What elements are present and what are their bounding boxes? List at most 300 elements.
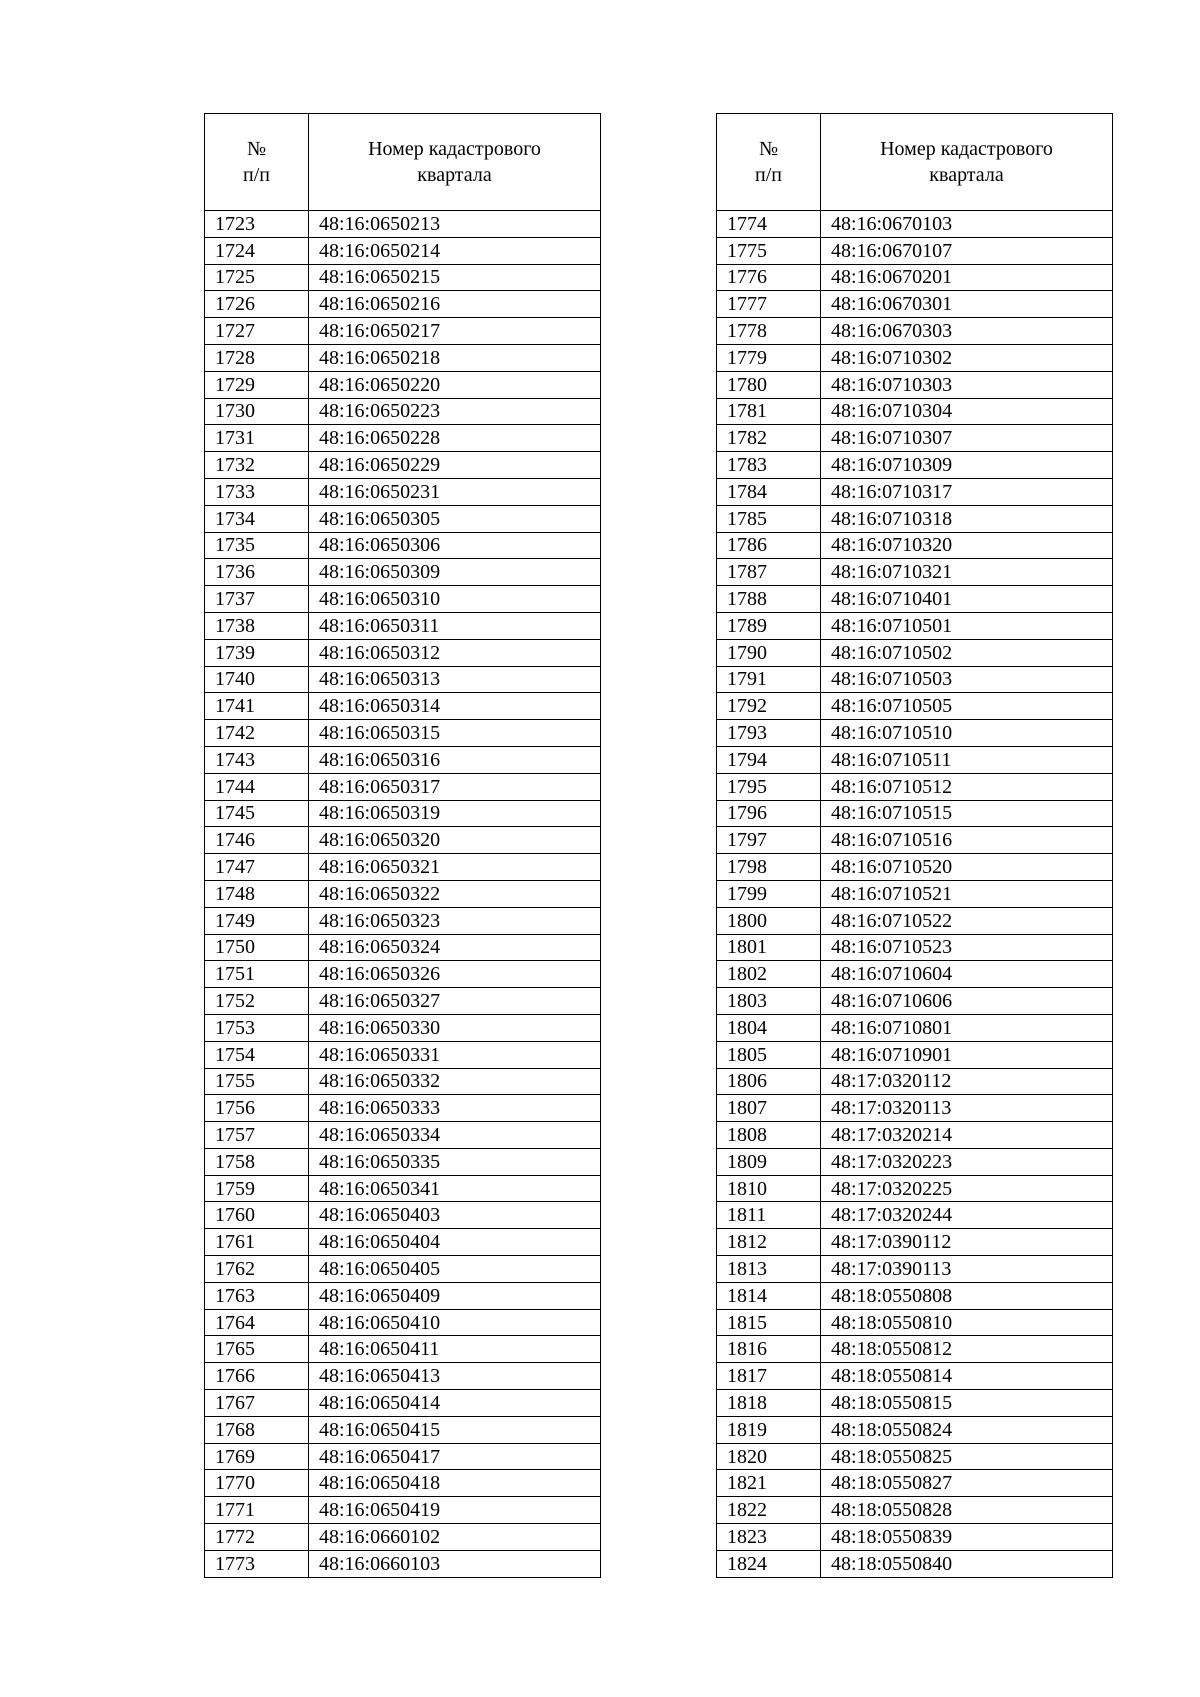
row-number: 1728 <box>205 344 309 371</box>
cadastral-number: 48:17:0320113 <box>821 1095 1113 1122</box>
row-number: 1789 <box>717 612 821 639</box>
row-number: 1819 <box>717 1416 821 1443</box>
cadastral-number: 48:18:0550824 <box>821 1416 1113 1443</box>
row-number: 1811 <box>717 1202 821 1229</box>
table-row <box>717 961 1113 988</box>
cadastral-number: 48:18:0550827 <box>821 1470 1113 1497</box>
cadastral-number: 48:16:0650316 <box>309 746 601 773</box>
table-row <box>205 398 601 425</box>
row-number: 1740 <box>205 666 309 693</box>
cadastral-number: 48:16:0710501 <box>821 612 1113 639</box>
cadastral-number: 48:16:0650324 <box>309 934 601 961</box>
cadastral-number: 48:18:0550814 <box>821 1363 1113 1390</box>
cadastral-number: 48:16:0650320 <box>309 827 601 854</box>
table-row <box>717 1202 1113 1229</box>
row-number: 1729 <box>205 371 309 398</box>
table-row <box>717 532 1113 559</box>
cadastral-number: 48:16:0710516 <box>821 827 1113 854</box>
header-number-line1: № <box>758 138 779 160</box>
cadastral-number: 48:16:0650220 <box>309 371 601 398</box>
table-row <box>205 1336 601 1363</box>
table-header-row <box>717 114 1113 211</box>
cadastral-number: 48:16:0650414 <box>309 1390 601 1417</box>
row-number: 1771 <box>205 1497 309 1524</box>
table-row <box>205 478 601 505</box>
header-number <box>205 114 309 211</box>
row-number: 1765 <box>205 1336 309 1363</box>
row-number: 1741 <box>205 693 309 720</box>
row-number: 1752 <box>205 988 309 1015</box>
table-row <box>717 559 1113 586</box>
cadastral-number: 48:16:0650330 <box>309 1014 601 1041</box>
cadastral-number: 48:16:0650334 <box>309 1122 601 1149</box>
cadastral-number: 48:16:0650327 <box>309 988 601 1015</box>
row-number: 1753 <box>205 1014 309 1041</box>
table-row <box>205 800 601 827</box>
row-number: 1814 <box>717 1282 821 1309</box>
table-row <box>205 505 601 532</box>
table-row <box>205 452 601 479</box>
table-row <box>205 291 601 318</box>
table-row <box>205 907 601 934</box>
row-number: 1754 <box>205 1041 309 1068</box>
cadastral-number: 48:16:0710515 <box>821 800 1113 827</box>
cadastral-number: 48:16:0650311 <box>309 612 601 639</box>
row-number: 1731 <box>205 425 309 452</box>
header-number-line2: п/п <box>755 164 782 186</box>
table-row <box>205 773 601 800</box>
table-row <box>205 827 601 854</box>
row-number: 1809 <box>717 1148 821 1175</box>
table-row <box>717 1282 1113 1309</box>
table-row <box>205 586 601 613</box>
header-cadastral-line1: Номер кадастрового <box>880 138 1053 160</box>
cadastral-number: 48:16:0710401 <box>821 586 1113 613</box>
row-number: 1761 <box>205 1229 309 1256</box>
table-row <box>205 1550 601 1577</box>
row-number: 1762 <box>205 1256 309 1283</box>
cadastral-number: 48:16:0650214 <box>309 237 601 264</box>
table-body-right <box>717 211 1113 1578</box>
cadastral-number: 48:16:0710511 <box>821 746 1113 773</box>
table-row <box>717 478 1113 505</box>
row-number: 1802 <box>717 961 821 988</box>
cadastral-number: 48:16:0710510 <box>821 720 1113 747</box>
row-number: 1763 <box>205 1282 309 1309</box>
cadastral-number: 48:17:0320223 <box>821 1148 1113 1175</box>
cadastral-number: 48:18:0550810 <box>821 1309 1113 1336</box>
row-number: 1804 <box>717 1014 821 1041</box>
table-row <box>717 1068 1113 1095</box>
table-row <box>205 666 601 693</box>
cadastral-number: 48:16:0650229 <box>309 452 601 479</box>
row-number: 1822 <box>717 1497 821 1524</box>
table-row <box>717 639 1113 666</box>
table-row <box>205 211 601 238</box>
row-number: 1747 <box>205 854 309 881</box>
cadastral-number: 48:16:0650322 <box>309 880 601 907</box>
table-row <box>205 880 601 907</box>
table-row <box>717 1095 1113 1122</box>
table-row <box>717 237 1113 264</box>
table-row <box>717 371 1113 398</box>
table-row <box>717 1229 1113 1256</box>
cadastral-number: 48:16:0650216 <box>309 291 601 318</box>
table-row <box>717 1390 1113 1417</box>
table-row <box>205 1443 601 1470</box>
cadastral-number: 48:16:0710801 <box>821 1014 1113 1041</box>
table-row <box>717 1122 1113 1149</box>
cadastral-table-right <box>716 113 1113 1578</box>
row-number: 1766 <box>205 1363 309 1390</box>
cadastral-number: 48:16:0650403 <box>309 1202 601 1229</box>
row-number: 1800 <box>717 907 821 934</box>
table-row <box>717 211 1113 238</box>
table-row <box>205 1497 601 1524</box>
row-number: 1780 <box>717 371 821 398</box>
table-row <box>205 425 601 452</box>
cadastral-number: 48:16:0650305 <box>309 505 601 532</box>
row-number: 1730 <box>205 398 309 425</box>
table-row <box>717 827 1113 854</box>
table-row <box>717 1524 1113 1551</box>
cadastral-number: 48:16:0650410 <box>309 1309 601 1336</box>
table-row <box>717 1497 1113 1524</box>
cadastral-number: 48:16:0650319 <box>309 800 601 827</box>
cadastral-number: 48:16:0650404 <box>309 1229 601 1256</box>
cadastral-number: 48:16:0710505 <box>821 693 1113 720</box>
header-number-line2: п/п <box>243 164 270 186</box>
row-number: 1787 <box>717 559 821 586</box>
table-row <box>205 237 601 264</box>
row-number: 1810 <box>717 1175 821 1202</box>
table-row <box>205 961 601 988</box>
row-number: 1798 <box>717 854 821 881</box>
cadastral-number: 48:17:0390112 <box>821 1229 1113 1256</box>
cadastral-number: 48:18:0550828 <box>821 1497 1113 1524</box>
row-number: 1790 <box>717 639 821 666</box>
row-number: 1817 <box>717 1363 821 1390</box>
table-row <box>717 880 1113 907</box>
header-number <box>717 114 821 211</box>
row-number: 1805 <box>717 1041 821 1068</box>
row-number: 1799 <box>717 880 821 907</box>
row-number: 1824 <box>717 1550 821 1577</box>
cadastral-number: 48:16:0650326 <box>309 961 601 988</box>
table-row <box>717 1416 1113 1443</box>
table-row <box>205 1014 601 1041</box>
row-number: 1821 <box>717 1470 821 1497</box>
row-number: 1803 <box>717 988 821 1015</box>
cadastral-number: 48:17:0320225 <box>821 1175 1113 1202</box>
cadastral-number: 48:16:0650341 <box>309 1175 601 1202</box>
table-row <box>205 1068 601 1095</box>
cadastral-number: 48:16:0710321 <box>821 559 1113 586</box>
row-number: 1757 <box>205 1122 309 1149</box>
row-number: 1726 <box>205 291 309 318</box>
row-number: 1781 <box>717 398 821 425</box>
table-row <box>205 1229 601 1256</box>
cadastral-number: 48:18:0550825 <box>821 1443 1113 1470</box>
cadastral-number: 48:16:0710523 <box>821 934 1113 961</box>
cadastral-number: 48:16:0650213 <box>309 211 601 238</box>
table-row <box>205 1416 601 1443</box>
cadastral-number: 48:16:0650231 <box>309 478 601 505</box>
table-row <box>717 666 1113 693</box>
cadastral-number: 48:16:0650313 <box>309 666 601 693</box>
row-number: 1801 <box>717 934 821 961</box>
table-row <box>205 1390 601 1417</box>
header-cadastral-line1: Номер кадастрового <box>368 138 541 160</box>
cadastral-number: 48:16:0650333 <box>309 1095 601 1122</box>
header-number-line1: № <box>246 138 267 160</box>
row-number: 1749 <box>205 907 309 934</box>
table-row <box>717 1309 1113 1336</box>
cadastral-number: 48:16:0650215 <box>309 264 601 291</box>
table-row <box>717 693 1113 720</box>
row-number: 1735 <box>205 532 309 559</box>
row-number: 1723 <box>205 211 309 238</box>
table-row <box>717 505 1113 532</box>
table-row <box>205 344 601 371</box>
table-row <box>205 854 601 881</box>
row-number: 1820 <box>717 1443 821 1470</box>
cadastral-number: 48:16:0650405 <box>309 1256 601 1283</box>
table-row <box>717 854 1113 881</box>
cadastral-number: 48:17:0390113 <box>821 1256 1113 1283</box>
row-number: 1806 <box>717 1068 821 1095</box>
table-row <box>205 1363 601 1390</box>
cadastral-number: 48:16:0710606 <box>821 988 1113 1015</box>
row-number: 1783 <box>717 452 821 479</box>
row-number: 1732 <box>205 452 309 479</box>
cadastral-number: 48:16:0710503 <box>821 666 1113 693</box>
table-row <box>717 318 1113 345</box>
cadastral-number: 48:16:0710309 <box>821 452 1113 479</box>
table-row <box>205 720 601 747</box>
row-number: 1782 <box>717 425 821 452</box>
table-row <box>205 612 601 639</box>
table-row <box>205 1256 601 1283</box>
table-row <box>205 746 601 773</box>
table-row <box>717 452 1113 479</box>
cadastral-number: 48:16:0650323 <box>309 907 601 934</box>
table-header-row <box>205 114 601 211</box>
cadastral-number: 48:16:0670201 <box>821 264 1113 291</box>
row-number: 1784 <box>717 478 821 505</box>
row-number: 1736 <box>205 559 309 586</box>
table-row <box>205 1148 601 1175</box>
cadastral-number: 48:16:0670303 <box>821 318 1113 345</box>
cadastral-number: 48:16:0650332 <box>309 1068 601 1095</box>
row-number: 1756 <box>205 1095 309 1122</box>
row-number: 1788 <box>717 586 821 613</box>
cadastral-table-left <box>204 113 601 1578</box>
row-number: 1775 <box>717 237 821 264</box>
table-row <box>205 1282 601 1309</box>
cadastral-number: 48:16:0710307 <box>821 425 1113 452</box>
cadastral-number: 48:16:0710304 <box>821 398 1113 425</box>
table-row <box>205 1309 601 1336</box>
cadastral-number: 48:16:0660103 <box>309 1550 601 1577</box>
cadastral-number: 48:16:0650417 <box>309 1443 601 1470</box>
table-row <box>205 264 601 291</box>
table-row <box>717 425 1113 452</box>
row-number: 1777 <box>717 291 821 318</box>
table-row <box>205 1041 601 1068</box>
table-row <box>717 1175 1113 1202</box>
cadastral-number: 48:16:0650411 <box>309 1336 601 1363</box>
table-row <box>717 612 1113 639</box>
row-number: 1768 <box>205 1416 309 1443</box>
row-number: 1792 <box>717 693 821 720</box>
table-row <box>717 1014 1113 1041</box>
table-row <box>205 1202 601 1229</box>
cadastral-number: 48:16:0650409 <box>309 1282 601 1309</box>
table-row <box>717 344 1113 371</box>
cadastral-number: 48:16:0650312 <box>309 639 601 666</box>
table-row <box>717 934 1113 961</box>
row-number: 1812 <box>717 1229 821 1256</box>
header-cadastral-line2: квартала <box>417 164 492 186</box>
table-row <box>717 1148 1113 1175</box>
row-number: 1774 <box>717 211 821 238</box>
cadastral-number: 48:16:0710318 <box>821 505 1113 532</box>
table-row <box>205 693 601 720</box>
row-number: 1776 <box>717 264 821 291</box>
row-number: 1773 <box>205 1550 309 1577</box>
cadastral-number: 48:16:0710521 <box>821 880 1113 907</box>
table-row <box>717 800 1113 827</box>
row-number: 1813 <box>717 1256 821 1283</box>
table-row <box>717 1550 1113 1577</box>
cadastral-number: 48:16:0710901 <box>821 1041 1113 1068</box>
table-row <box>205 1122 601 1149</box>
cadastral-number: 48:16:0710604 <box>821 961 1113 988</box>
row-number: 1760 <box>205 1202 309 1229</box>
cadastral-number: 48:16:0650415 <box>309 1416 601 1443</box>
row-number: 1759 <box>205 1175 309 1202</box>
table-row <box>717 746 1113 773</box>
row-number: 1743 <box>205 746 309 773</box>
table-body-left <box>205 211 601 1578</box>
table-row <box>717 1443 1113 1470</box>
cadastral-number: 48:16:0650310 <box>309 586 601 613</box>
row-number: 1772 <box>205 1524 309 1551</box>
table-row <box>717 398 1113 425</box>
row-number: 1737 <box>205 586 309 613</box>
row-number: 1807 <box>717 1095 821 1122</box>
cadastral-number: 48:16:0670107 <box>821 237 1113 264</box>
cadastral-number: 48:16:0660102 <box>309 1524 601 1551</box>
cadastral-number: 48:16:0710520 <box>821 854 1113 881</box>
cadastral-number: 48:16:0710317 <box>821 478 1113 505</box>
row-number: 1818 <box>717 1390 821 1417</box>
row-number: 1750 <box>205 934 309 961</box>
cadastral-number: 48:16:0650315 <box>309 720 601 747</box>
cadastral-number: 48:18:0550839 <box>821 1524 1113 1551</box>
cadastral-number: 48:18:0550815 <box>821 1390 1113 1417</box>
cadastral-number: 48:17:0320112 <box>821 1068 1113 1095</box>
row-number: 1791 <box>717 666 821 693</box>
cadastral-number: 48:16:0710512 <box>821 773 1113 800</box>
row-number: 1738 <box>205 612 309 639</box>
row-number: 1745 <box>205 800 309 827</box>
row-number: 1742 <box>205 720 309 747</box>
row-number: 1755 <box>205 1068 309 1095</box>
table-row <box>205 559 601 586</box>
row-number: 1724 <box>205 237 309 264</box>
cadastral-number: 48:16:0650218 <box>309 344 601 371</box>
row-number: 1778 <box>717 318 821 345</box>
cadastral-number: 48:16:0650321 <box>309 854 601 881</box>
table-row <box>717 1470 1113 1497</box>
row-number: 1816 <box>717 1336 821 1363</box>
table-row <box>205 318 601 345</box>
table-row <box>205 988 601 1015</box>
cadastral-number: 48:16:0710302 <box>821 344 1113 371</box>
cadastral-number: 48:16:0670301 <box>821 291 1113 318</box>
table-row <box>717 264 1113 291</box>
row-number: 1815 <box>717 1309 821 1336</box>
cadastral-number: 48:16:0650335 <box>309 1148 601 1175</box>
table-row <box>717 1041 1113 1068</box>
cadastral-number: 48:16:0650306 <box>309 532 601 559</box>
cadastral-number: 48:16:0650331 <box>309 1041 601 1068</box>
table-row <box>717 1363 1113 1390</box>
header-cadastral <box>309 114 601 211</box>
row-number: 1739 <box>205 639 309 666</box>
row-number: 1785 <box>717 505 821 532</box>
cadastral-number: 48:18:0550812 <box>821 1336 1113 1363</box>
table-row <box>205 1175 601 1202</box>
row-number: 1764 <box>205 1309 309 1336</box>
row-number: 1727 <box>205 318 309 345</box>
row-number: 1733 <box>205 478 309 505</box>
row-number: 1795 <box>717 773 821 800</box>
cadastral-number: 48:16:0710502 <box>821 639 1113 666</box>
cadastral-number: 48:16:0650317 <box>309 773 601 800</box>
table-row <box>205 532 601 559</box>
table-row <box>205 1095 601 1122</box>
row-number: 1796 <box>717 800 821 827</box>
row-number: 1770 <box>205 1470 309 1497</box>
table-row <box>205 934 601 961</box>
cadastral-number: 48:16:0650217 <box>309 318 601 345</box>
row-number: 1751 <box>205 961 309 988</box>
row-number: 1769 <box>205 1443 309 1470</box>
table-row <box>205 371 601 398</box>
cadastral-number: 48:16:0710303 <box>821 371 1113 398</box>
cadastral-number: 48:16:0650228 <box>309 425 601 452</box>
cadastral-number: 48:16:0710522 <box>821 907 1113 934</box>
cadastral-number: 48:16:0650419 <box>309 1497 601 1524</box>
cadastral-number: 48:16:0650223 <box>309 398 601 425</box>
header-cadastral <box>821 114 1113 211</box>
cadastral-number: 48:16:0710320 <box>821 532 1113 559</box>
header-cadastral-line2: квартала <box>929 164 1004 186</box>
cadastral-number: 48:16:0650314 <box>309 693 601 720</box>
table-row <box>717 1256 1113 1283</box>
row-number: 1767 <box>205 1390 309 1417</box>
row-number: 1793 <box>717 720 821 747</box>
row-number: 1758 <box>205 1148 309 1175</box>
row-number: 1748 <box>205 880 309 907</box>
row-number: 1744 <box>205 773 309 800</box>
table-row <box>717 720 1113 747</box>
row-number: 1786 <box>717 532 821 559</box>
cadastral-number: 48:18:0550840 <box>821 1550 1113 1577</box>
